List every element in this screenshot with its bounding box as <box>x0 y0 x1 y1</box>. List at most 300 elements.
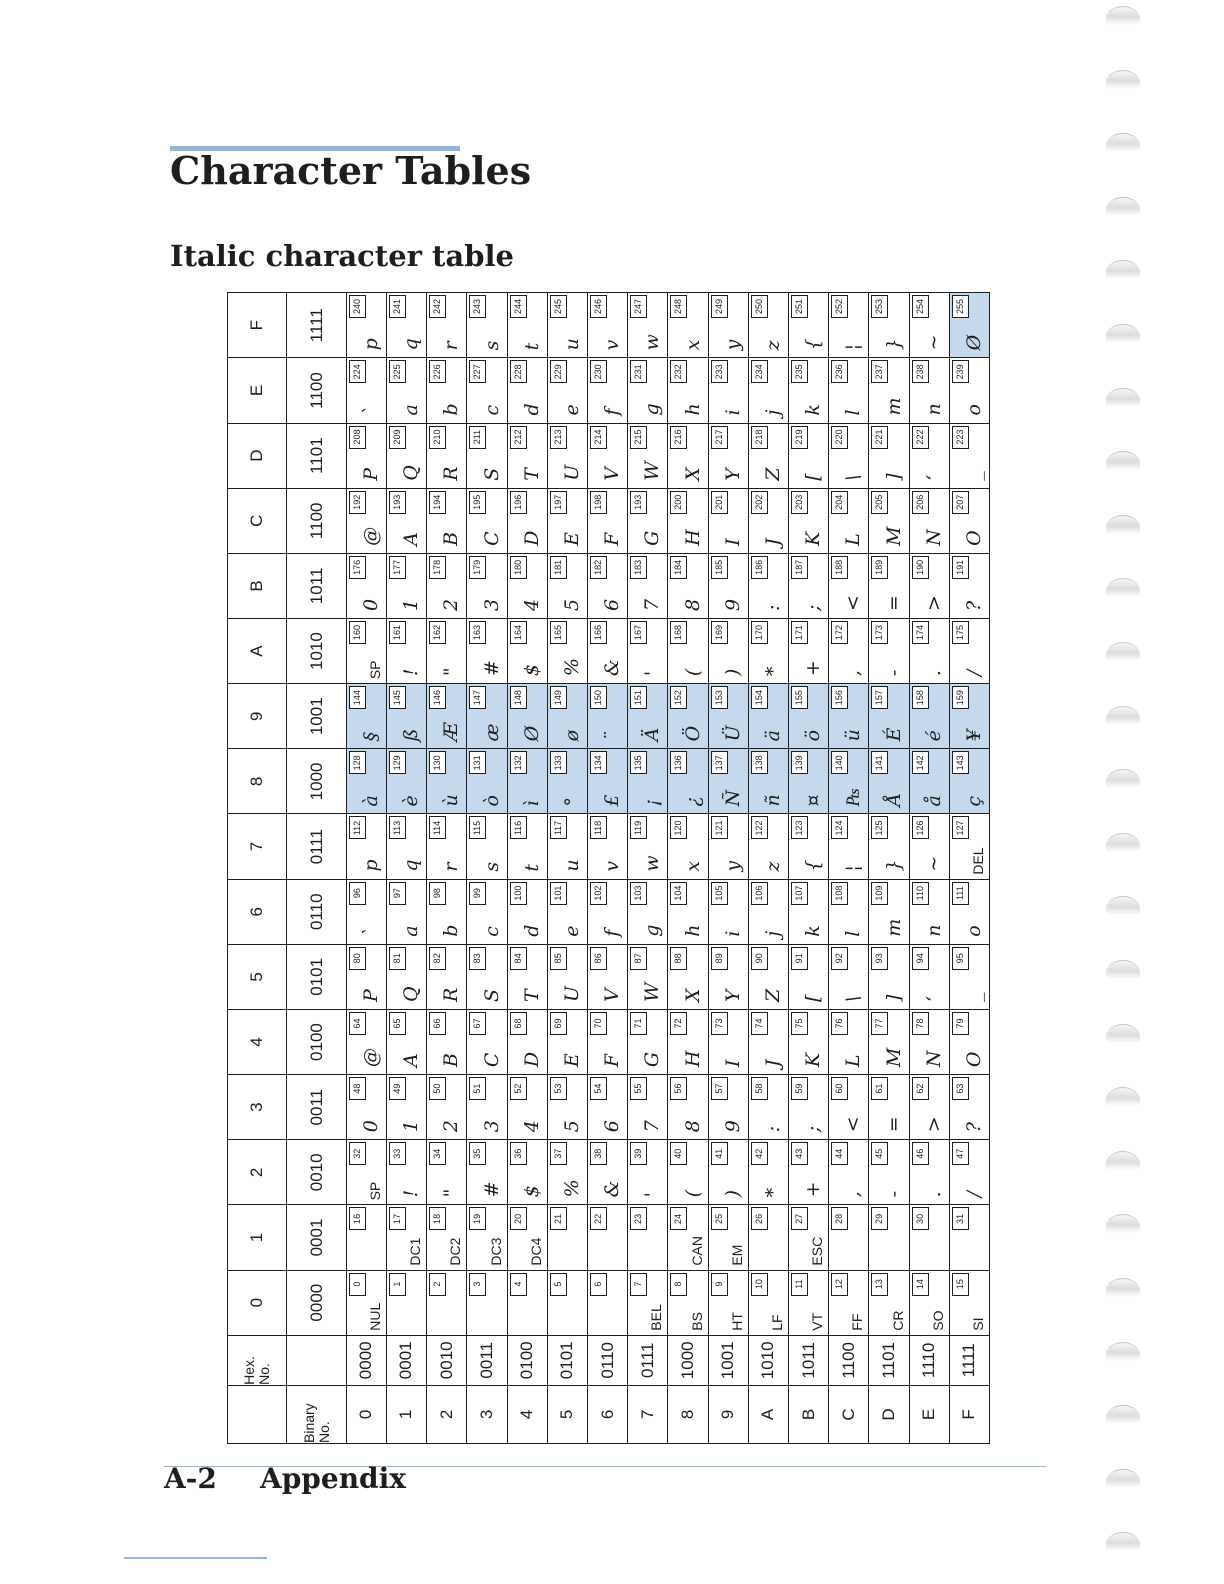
character-glyph: ' <box>641 670 664 677</box>
character-cell <box>346 684 386 749</box>
decimal-code: 23 <box>630 1207 647 1230</box>
column-hex-header: A <box>228 619 287 684</box>
character-glyph: F <box>601 1053 624 1068</box>
character-glyph: " <box>440 1188 463 1198</box>
character-cell <box>427 553 467 618</box>
character-cell <box>748 879 788 944</box>
character-cell <box>748 358 788 423</box>
decimal-code: 35 <box>469 1142 486 1165</box>
character-glyph: Ö <box>681 725 704 742</box>
character-cell <box>668 1075 708 1140</box>
decimal-code: 201 <box>711 491 728 514</box>
decimal-code: 152 <box>670 686 687 709</box>
character-cell <box>628 553 668 618</box>
binding-ring <box>1106 1532 1140 1551</box>
binding-ring <box>1106 1214 1140 1233</box>
column-hex-header: 2 <box>228 1140 287 1205</box>
row-binary-label: 1111 <box>949 1335 989 1385</box>
character-cell <box>587 879 627 944</box>
decimal-code: 81 <box>389 947 406 970</box>
character-glyph: # <box>480 1181 503 1198</box>
row-hex-label: B <box>788 1385 828 1443</box>
character-cell <box>346 488 386 553</box>
character-cell <box>668 553 708 618</box>
decimal-code: 143 <box>952 751 969 774</box>
character-glyph: @ <box>359 526 382 546</box>
control-code-label: DC2 <box>447 1237 464 1266</box>
character-glyph: a <box>400 925 423 937</box>
character-glyph: ) <box>721 1190 744 1198</box>
decimal-code: 69 <box>550 1012 567 1035</box>
character-cell <box>668 488 708 553</box>
decimal-code: 28 <box>831 1207 848 1230</box>
decimal-code: 30 <box>912 1207 929 1230</box>
character-cell <box>628 1140 668 1205</box>
column-binary-header: 0110 <box>287 879 346 944</box>
character-glyph: k <box>802 404 825 416</box>
decimal-code: 140 <box>831 751 848 774</box>
character-glyph: - <box>882 1191 905 1198</box>
character-glyph: & <box>601 1180 624 1198</box>
character-glyph: ü <box>842 729 865 742</box>
row-hex-label: 3 <box>467 1385 507 1443</box>
decimal-code: 66 <box>429 1012 446 1035</box>
decimal-code: 58 <box>751 1077 768 1100</box>
character-glyph: o <box>963 925 985 937</box>
character-cell <box>748 1140 788 1205</box>
character-cell <box>547 1140 587 1205</box>
character-glyph: ! <box>400 668 423 677</box>
character-cell <box>386 684 426 749</box>
decimal-code: 101 <box>550 882 567 905</box>
character-cell <box>427 423 467 488</box>
decimal-code: 117 <box>550 816 567 839</box>
decimal-code: 31 <box>952 1207 969 1230</box>
character-cell <box>748 749 788 814</box>
character-glyph: E <box>560 1053 583 1068</box>
decimal-code: 22 <box>590 1207 607 1230</box>
character-cell <box>788 1009 828 1074</box>
character-glyph: { <box>802 338 825 351</box>
character-glyph: ò <box>480 795 503 807</box>
binding-ring <box>1106 1087 1140 1106</box>
character-cell <box>909 1205 949 1270</box>
character-cell <box>869 684 909 749</box>
character-glyph: i <box>721 409 744 416</box>
column-binary-header: 0100 <box>287 1009 346 1074</box>
character-cell <box>949 423 989 488</box>
row-hex-label: 8 <box>668 1385 708 1443</box>
character-glyph: ( <box>681 668 704 677</box>
decimal-code: 87 <box>630 947 647 970</box>
character-cell <box>829 488 869 553</box>
decimal-code: 110 <box>912 882 929 905</box>
character-glyph: 8 <box>681 598 704 612</box>
character-glyph: / <box>963 669 985 677</box>
decimal-code: 141 <box>871 751 888 774</box>
character-cell <box>467 358 507 423</box>
decimal-code: 138 <box>751 751 768 774</box>
character-cell <box>748 1270 788 1335</box>
character-glyph: \ <box>842 995 865 1002</box>
character-glyph: ç <box>963 795 985 807</box>
character-glyph: + <box>802 660 825 677</box>
character-glyph: n <box>922 924 945 937</box>
character-glyph: , <box>842 670 865 677</box>
decimal-code: 183 <box>630 556 647 579</box>
character-cell <box>507 553 547 618</box>
decimal-code: 79 <box>952 1012 969 1035</box>
decimal-code: 109 <box>871 882 888 905</box>
decimal-code: 251 <box>791 295 808 318</box>
character-glyph: ¡ <box>641 798 664 807</box>
character-cell <box>587 423 627 488</box>
decimal-code: 175 <box>952 621 969 644</box>
character-cell <box>386 553 426 618</box>
character-cell <box>547 879 587 944</box>
character-cell <box>467 1140 507 1205</box>
decimal-code: 106 <box>751 882 768 905</box>
decimal-code: 249 <box>711 295 728 318</box>
decimal-code: 178 <box>429 556 446 579</box>
character-glyph: } <box>882 338 905 351</box>
binding-ring <box>1106 324 1140 343</box>
decimal-code: 49 <box>389 1077 406 1100</box>
character-cell <box>628 423 668 488</box>
decimal-code: 60 <box>831 1077 848 1100</box>
decimal-code: 33 <box>389 1142 406 1165</box>
character-cell <box>507 423 547 488</box>
decimal-code: 63 <box>952 1077 969 1100</box>
character-glyph: F <box>601 532 624 546</box>
binding-ring <box>1106 960 1140 979</box>
character-glyph: 2 <box>440 598 463 612</box>
character-cell <box>668 879 708 944</box>
character-glyph: 0 <box>359 598 382 612</box>
character-cell <box>869 619 909 684</box>
character-cell <box>628 1009 668 1074</box>
character-cell <box>949 879 989 944</box>
decimal-code: 169 <box>711 621 728 644</box>
character-glyph: ` <box>359 927 382 937</box>
decimal-code: 107 <box>791 882 808 905</box>
character-glyph: $ <box>520 664 543 677</box>
column-hex-header: 5 <box>228 944 287 1009</box>
decimal-code: 67 <box>469 1012 486 1035</box>
character-cell <box>386 1270 426 1335</box>
character-glyph: ? <box>963 1122 985 1133</box>
character-cell <box>547 293 587 358</box>
row-binary-label: 1011 <box>788 1335 828 1385</box>
decimal-code: 214 <box>590 426 607 449</box>
decimal-code: 11 <box>791 1273 808 1296</box>
decimal-code: 10 <box>751 1273 768 1296</box>
decimal-code: 125 <box>871 816 888 839</box>
character-cell <box>386 619 426 684</box>
character-cell <box>748 684 788 749</box>
control-code-label: SP <box>366 660 383 680</box>
decimal-code: 215 <box>630 426 647 449</box>
character-cell <box>467 553 507 618</box>
character-glyph: B <box>440 1053 463 1068</box>
character-cell <box>869 423 909 488</box>
character-cell <box>587 619 627 684</box>
decimal-code: 161 <box>389 621 406 644</box>
row-binary-label: 1010 <box>748 1335 788 1385</box>
decimal-code: 56 <box>670 1077 687 1100</box>
decimal-code: 7 <box>630 1273 647 1296</box>
character-glyph: 7 <box>641 1120 664 1133</box>
character-cell <box>547 814 587 879</box>
character-glyph: P <box>359 467 382 481</box>
character-glyph: G <box>641 530 664 546</box>
character-glyph: § <box>359 731 382 742</box>
character-cell <box>708 1205 748 1270</box>
character-cell <box>547 944 587 1009</box>
character-cell <box>829 944 869 1009</box>
binding-ring <box>1106 133 1140 152</box>
character-cell <box>668 358 708 423</box>
column-binary-header: 0000 <box>287 1270 346 1335</box>
character-glyph: : <box>761 1125 784 1133</box>
character-cell <box>748 1009 788 1074</box>
binding-ring <box>1106 1469 1140 1488</box>
control-code-label: DC1 <box>407 1237 424 1266</box>
decimal-code: 176 <box>349 556 366 579</box>
character-glyph: ¦ <box>842 343 865 351</box>
decimal-code: 122 <box>751 816 768 839</box>
character-cell <box>587 944 627 1009</box>
character-glyph: % <box>560 658 583 677</box>
character-cell <box>949 684 989 749</box>
character-glyph: Ñ <box>721 789 744 807</box>
decimal-code: 137 <box>711 751 728 774</box>
character-cell <box>788 944 828 1009</box>
binding-ring <box>1106 642 1140 661</box>
column-binary-header: 0010 <box>287 1140 346 1205</box>
character-glyph: ù <box>440 794 463 807</box>
decimal-code: 6 <box>590 1273 607 1296</box>
decimal-code: 37 <box>550 1142 567 1165</box>
decimal-code: 36 <box>510 1142 527 1165</box>
character-cell <box>829 1140 869 1205</box>
character-glyph: Q <box>400 465 423 481</box>
binding-ring <box>1106 197 1140 216</box>
column-hex-header: 4 <box>228 1009 287 1074</box>
row-binary-label: 0010 <box>427 1335 467 1385</box>
decimal-code: 235 <box>791 360 808 383</box>
decimal-code: 233 <box>711 360 728 383</box>
character-glyph: ; <box>802 604 825 612</box>
character-cell <box>628 1075 668 1140</box>
character-glyph: o <box>963 404 985 416</box>
decimal-code: 70 <box>590 1012 607 1035</box>
decimal-code: 4 <box>510 1273 527 1296</box>
row-hex-label: 1 <box>386 1385 426 1443</box>
character-cell <box>507 944 547 1009</box>
footer-label: Appendix <box>260 1462 406 1495</box>
decimal-code: 71 <box>630 1012 647 1035</box>
decimal-code: 198 <box>590 491 607 514</box>
character-cell <box>869 1205 909 1270</box>
character-cell <box>869 488 909 553</box>
character-cell <box>708 944 748 1009</box>
control-code-label: EM <box>728 1244 745 1266</box>
character-cell <box>909 1075 949 1140</box>
character-glyph: 3 <box>480 1120 503 1133</box>
character-cell <box>909 293 949 358</box>
character-glyph: 1 <box>400 598 423 612</box>
decimal-code: 248 <box>670 295 687 318</box>
character-glyph: ß <box>400 728 423 742</box>
column-hex-header: 1 <box>228 1205 287 1270</box>
column-binary-header: 0011 <box>287 1075 346 1140</box>
row-binary-label: 0100 <box>507 1335 547 1385</box>
character-glyph: ì <box>520 800 543 807</box>
character-glyph: z <box>761 861 784 872</box>
character-glyph: Å <box>882 792 905 807</box>
row-hex-label: A <box>748 1385 788 1443</box>
decimal-code: 50 <box>429 1077 446 1100</box>
character-glyph: * <box>761 666 784 677</box>
binding-ring <box>1106 70 1140 89</box>
character-glyph: T <box>520 468 543 481</box>
character-cell <box>949 749 989 814</box>
character-cell <box>748 423 788 488</box>
character-cell <box>788 619 828 684</box>
binding-ring <box>1106 451 1140 470</box>
decimal-code: 85 <box>550 947 567 970</box>
character-glyph: l <box>842 930 865 937</box>
decimal-code: 225 <box>389 360 406 383</box>
column-hex-header: 0 <box>228 1270 287 1335</box>
decimal-code: 64 <box>349 1012 366 1035</box>
character-glyph: ¦ <box>842 865 865 872</box>
character-glyph: ¤ <box>802 794 825 807</box>
character-glyph: ₧ <box>842 787 865 807</box>
decimal-code: 134 <box>590 751 607 774</box>
row-binary-label: 0000 <box>346 1335 386 1385</box>
decimal-code: 226 <box>429 360 446 383</box>
decimal-code: 244 <box>510 295 527 318</box>
character-cell <box>628 1270 668 1335</box>
character-cell <box>829 1270 869 1335</box>
decimal-code: 82 <box>429 947 446 970</box>
column-hex-header: 3 <box>228 1075 287 1140</box>
decimal-code: 57 <box>711 1077 728 1100</box>
character-cell <box>467 1205 507 1270</box>
character-cell <box>427 1009 467 1074</box>
character-glyph: D <box>520 530 543 546</box>
character-cell <box>427 749 467 814</box>
decimal-code: 255 <box>952 295 969 318</box>
character-cell <box>507 684 547 749</box>
decimal-code: 74 <box>751 1012 768 1035</box>
decimal-code: 26 <box>751 1207 768 1230</box>
decimal-code: 167 <box>630 621 647 644</box>
decimal-code: 100 <box>510 882 527 905</box>
character-cell <box>587 749 627 814</box>
character-cell <box>708 358 748 423</box>
character-cell <box>346 749 386 814</box>
decimal-code: 142 <box>912 751 929 774</box>
decimal-code: 39 <box>630 1142 647 1165</box>
character-cell <box>346 814 386 879</box>
character-glyph: I <box>721 538 744 546</box>
decimal-code: 172 <box>831 621 848 644</box>
decimal-code: 173 <box>871 621 888 644</box>
character-cell <box>587 553 627 618</box>
decimal-code: 162 <box>429 621 446 644</box>
character-cell <box>507 814 547 879</box>
decimal-code: 34 <box>429 1142 446 1165</box>
decimal-code: 221 <box>871 426 888 449</box>
control-code-label: CAN <box>688 1236 705 1266</box>
character-cell <box>547 423 587 488</box>
decimal-code: 227 <box>469 360 486 383</box>
character-glyph: W <box>641 461 664 481</box>
character-glyph: 1 <box>400 1120 423 1133</box>
character-cell <box>869 358 909 423</box>
binding-ring <box>1106 6 1140 25</box>
character-glyph: X <box>681 988 704 1002</box>
decimal-code: 149 <box>550 686 567 709</box>
character-glyph: / <box>963 1191 985 1198</box>
character-glyph: N <box>922 1050 945 1068</box>
character-glyph: é <box>922 730 945 742</box>
character-cell <box>346 879 386 944</box>
decimal-code: 24 <box>670 1207 687 1230</box>
control-code-label: DC3 <box>487 1237 504 1266</box>
character-cell <box>869 944 909 1009</box>
character-cell <box>788 293 828 358</box>
decimal-code: 193 <box>630 491 647 514</box>
binding-ring <box>1106 260 1140 279</box>
character-cell <box>668 293 708 358</box>
character-glyph: H <box>681 529 704 546</box>
character-glyph: T <box>520 989 543 1002</box>
decimal-code: 166 <box>590 621 607 644</box>
character-glyph: A <box>400 1053 423 1068</box>
column-hex-header: 9 <box>228 684 287 749</box>
character-glyph: * <box>761 1187 784 1198</box>
character-cell <box>628 879 668 944</box>
character-glyph: X <box>681 467 704 481</box>
character-glyph: u <box>560 859 583 872</box>
decimal-code: 193 <box>389 491 406 514</box>
decimal-code: 179 <box>469 556 486 579</box>
character-cell <box>668 1140 708 1205</box>
control-code-label: CR <box>889 1310 906 1331</box>
character-glyph: c <box>480 926 503 937</box>
character-cell <box>788 1075 828 1140</box>
decimal-code: 168 <box>670 621 687 644</box>
decimal-code: 102 <box>590 882 607 905</box>
character-glyph: S <box>480 988 503 1002</box>
character-glyph: b <box>440 924 463 937</box>
decimal-code: 113 <box>389 816 406 839</box>
character-glyph: É <box>882 727 905 742</box>
decimal-code: 132 <box>510 751 527 774</box>
character-cell <box>346 358 386 423</box>
column-hex-header: D <box>228 423 287 488</box>
character-glyph: \ <box>842 474 865 481</box>
character-glyph: 2 <box>440 1120 463 1133</box>
row-binary-label: 0001 <box>386 1335 426 1385</box>
character-cell <box>869 879 909 944</box>
decimal-code: 99 <box>469 882 486 905</box>
character-cell <box>386 1205 426 1270</box>
